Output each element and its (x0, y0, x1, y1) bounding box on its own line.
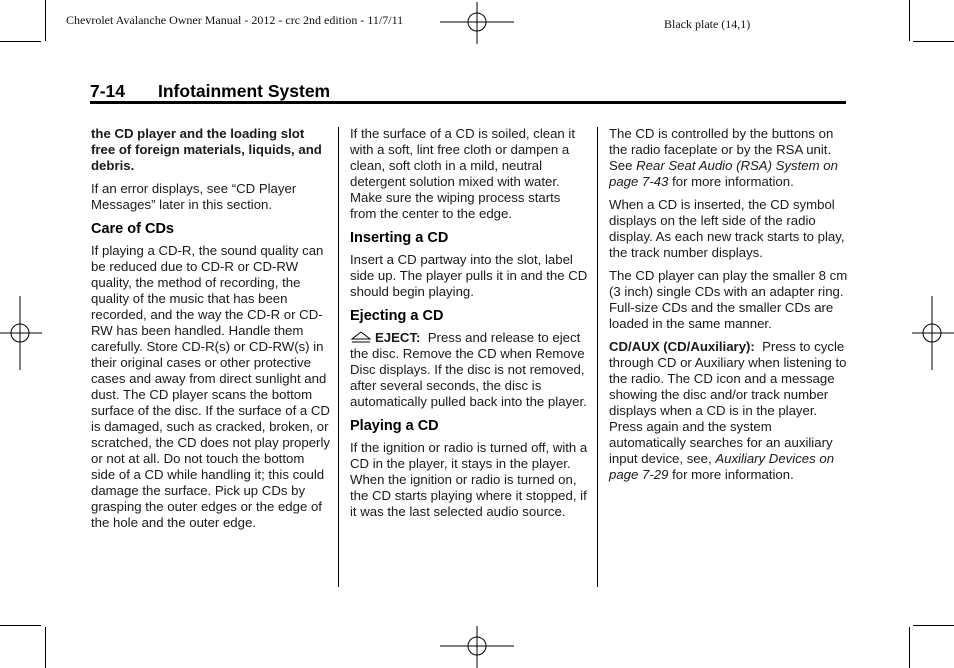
registration-mark-bottom-icon (440, 626, 514, 668)
soiled-paragraph: If the surface of a CD is soiled, clean it with a soft, lint free cloth or dampen a clean, soft cloth in a mild, neutral detergent solution mixed with water. Make sure the wiping process starts from the center to the edge. (350, 126, 576, 221)
crop-mark (45, 0, 46, 41)
controlled-text: The CD is controlled by the buttons on the radio faceplate or by the RSA unit. See (609, 126, 834, 173)
rsa-reference-link: Rear Seat Audio (RSA) System on page 7-43 (609, 158, 838, 189)
ejecting-heading: Ejecting a CD (350, 308, 444, 324)
eject-icon (350, 331, 372, 343)
section-title: Infotainment System (158, 81, 331, 101)
crop-mark (0, 625, 41, 626)
smaller-cd-paragraph: The CD player can play the smaller 8 cm (3 inch) single CDs with an adapter ring. Full-size CDs and the smaller CDs are loaded in the same manner. (609, 268, 848, 331)
cdaux-text-end: for more information. (668, 467, 794, 482)
playing-paragraph: If the ignition or radio is turned off, with a CD in the player, it stays in the player. When the ignition or radio is turned on, the CD starts playing where it stopped, if it was the last selected audio source. (350, 440, 588, 519)
registration-mark-left-icon (0, 296, 42, 370)
column-divider (338, 127, 339, 587)
cdaux-text: Press to cycle through CD or Auxiliary when listening to the radio. The CD icon and a message showing the disc and/or track number displays when a CD is in the player. Press again and the system automatically searches for an auxiliary input device, see, (609, 339, 847, 466)
page-number: 7-14 (90, 81, 126, 101)
column-divider (597, 127, 598, 587)
eject-label: EJECT: (375, 330, 421, 345)
section-rule (90, 101, 846, 104)
crop-mark (45, 627, 46, 668)
cdaux-label: CD/AUX (CD/Auxiliary): (609, 339, 755, 354)
inserting-paragraph: Insert a CD partway into the slot, label side up. The player pulls it in and the CD should begin playing. (350, 252, 588, 299)
controlled-paragraph (609, 126, 849, 190)
loading-slot-note: the CD player and the loading slot free of foreign materials, liquids, and debris. (91, 126, 322, 173)
care-of-cds-heading: Care of CDs (91, 221, 174, 237)
column-2 (350, 126, 588, 527)
registration-mark-top-icon (440, 2, 514, 44)
eject-paragraph (350, 330, 588, 410)
error-paragraph: If an error displays, see “CD Player Messages” later in this section. (91, 181, 297, 212)
crop-mark (909, 0, 910, 41)
controlled-text-end: for more information. (668, 174, 794, 189)
crop-mark (913, 625, 954, 626)
inserted-paragraph: When a CD is inserted, the CD symbol displays on the left side of the radio display. As each new track starts to play, the track number displays. (609, 197, 845, 260)
crop-mark (909, 627, 910, 668)
crop-mark (913, 41, 954, 42)
crop-mark (0, 41, 41, 42)
inserting-heading: Inserting a CD (350, 230, 449, 246)
care-paragraph: If playing a CD-R, the sound quality can be reduced due to CD-R or CD-RW quality, the method of recording, the quality of the music that has been recorded, and the way the CD-R or CD-RW has been handled. Handle them carefully. Store CD-R(s) or CD-RW(s) in their original cases or other protective cases and away from direct sunlight and dust. The CD player scans the bottom surface of the disc. If the surface of a CD is damaged, such as cracked, broken, or scratched, the CD does not play properly or not at all. Do not touch the bottom side of a CD while handling it; this could damage the surface. Pick up CDs by grasping the outer edges or the edge of the hole and the outer edge. (91, 243, 330, 530)
plate-label: Black plate (14,1) (664, 17, 751, 31)
manual-title: Chevrolet Avalanche Owner Manual - 2012 - crc 2nd edition - 11/7/11 (66, 13, 404, 27)
playing-heading: Playing a CD (350, 418, 439, 434)
auxiliary-reference-link: Auxiliary Devices on page 7-29 (609, 451, 835, 482)
registration-mark-right-icon (912, 296, 954, 370)
cdaux-paragraph (609, 339, 849, 483)
eject-text: Press and release to eject the disc. Remove the CD when Remove Disc displays. If the disc is not removed, after several seconds, the disc is automatically pulled back into the player. (350, 330, 587, 409)
column-1 (91, 126, 331, 538)
column-3 (609, 126, 849, 490)
